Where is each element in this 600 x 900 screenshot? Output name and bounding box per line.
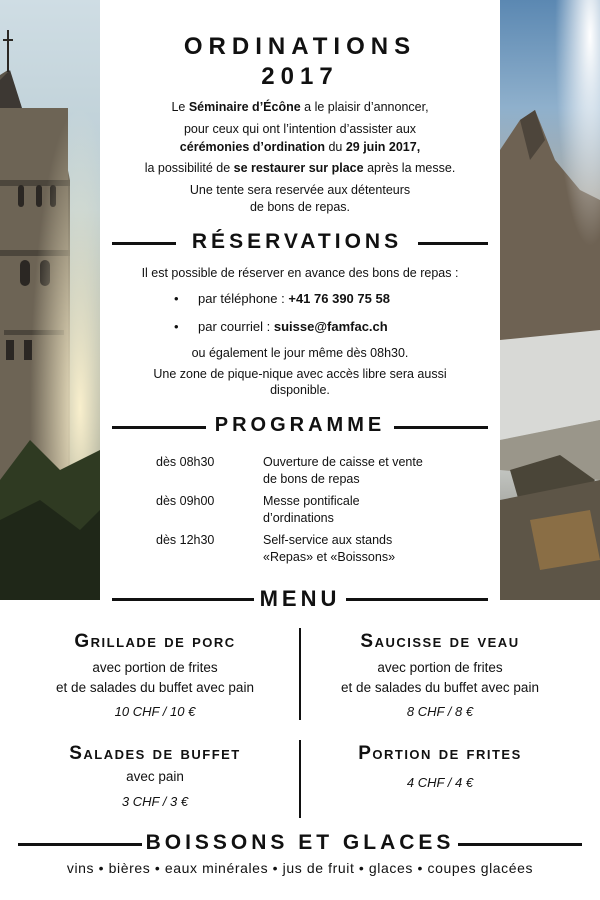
menu-item-desc: avec pain	[126, 769, 184, 784]
programme-desc-1: Ouverture de caisse et vente de bons de repas	[263, 455, 423, 486]
menu-vertical-divider	[299, 628, 301, 720]
email-label-line: par courriel : suisse@famfac.ch	[198, 319, 388, 334]
bullet: •	[174, 319, 179, 334]
menu-vertical-divider	[299, 740, 301, 818]
intro-line-6: de bons de repas.	[249, 200, 351, 214]
menu-item-desc: avec portion de frites et de salades du buffet avec pain	[56, 660, 254, 695]
programme-heading: PROGRAMME	[214, 414, 386, 436]
menu-item-title: Saucisse de veau	[360, 631, 520, 652]
menu-item-price: 10 CHF / 10 €	[114, 704, 196, 719]
intro-line-1: Le Séminaire d’Écône a le plaisir d’annoncer,	[171, 100, 429, 114]
reservations-heading: RÉSERVATIONS	[191, 230, 403, 253]
divider-line	[18, 843, 142, 846]
phone-label-line: par téléphone : +41 76 390 75 58	[198, 291, 390, 306]
divider-line	[458, 843, 582, 846]
programme-time-2: dès 09h00	[156, 494, 215, 508]
church-illustration	[0, 0, 100, 600]
boissons-heading: BOISSONS ET GLACES	[145, 831, 455, 854]
church-photo	[0, 0, 100, 600]
divider-line	[346, 598, 488, 601]
poster-year: 2017	[261, 63, 339, 90]
divider-line	[394, 426, 488, 429]
intro-line-2: pour ceux qui ont l’intention d’assister aux	[183, 122, 417, 136]
divider-line	[418, 242, 488, 245]
divider-line	[112, 242, 176, 245]
picnic-line-1: Une zone de pique-nique avec accès libre sera aussi	[153, 367, 447, 381]
programme-desc-2: Messe pontificale d’ordinations	[263, 494, 360, 525]
menu-item-title: Salades de buffet	[69, 743, 241, 764]
menu-heading: MENU	[259, 586, 341, 611]
menu-item-title: Portion de frites	[358, 743, 522, 764]
intro-line-5: Une tente sera reservée aux détenteurs	[189, 183, 411, 197]
reservations-also: ou également le jour même dès 08h30.	[191, 346, 409, 360]
poster-title: ORDINATIONS	[183, 33, 417, 60]
reservations-intro: Il est possible de réserver en avance des bons de repas :	[141, 266, 459, 280]
mountain-illustration	[500, 0, 600, 600]
menu-item-price: 8 CHF / 8 €	[406, 704, 474, 719]
boissons-list: vins • bières • eaux minérales • jus de fruit • glaces • coupes glacées	[66, 860, 534, 876]
programme-desc-3: Self-service aux stands «Repas» et «Boissons»	[263, 533, 396, 564]
divider-line	[112, 426, 206, 429]
intro-line-3: cérémonies d’ordination du 29 juin 2017,	[179, 140, 421, 154]
center-panel	[100, 0, 500, 600]
divider-line	[112, 598, 254, 601]
bullet: •	[174, 291, 179, 306]
menu-item-price: 3 CHF / 3 €	[121, 794, 189, 809]
picnic-line-2: disponible.	[270, 383, 330, 397]
menu-item-title: Grillade de porc	[74, 631, 236, 652]
programme-time-1: dès 08h30	[156, 455, 215, 469]
mountain-photo	[500, 0, 600, 600]
menu-item-desc: avec portion de frites et de salades du buffet avec pain	[341, 660, 539, 695]
intro-line-4: la possibilité de se restaurer sur place après la messe.	[144, 161, 456, 175]
menu-item-price: 4 CHF / 4 €	[406, 775, 474, 790]
programme-time-3: dès 12h30	[156, 533, 215, 547]
